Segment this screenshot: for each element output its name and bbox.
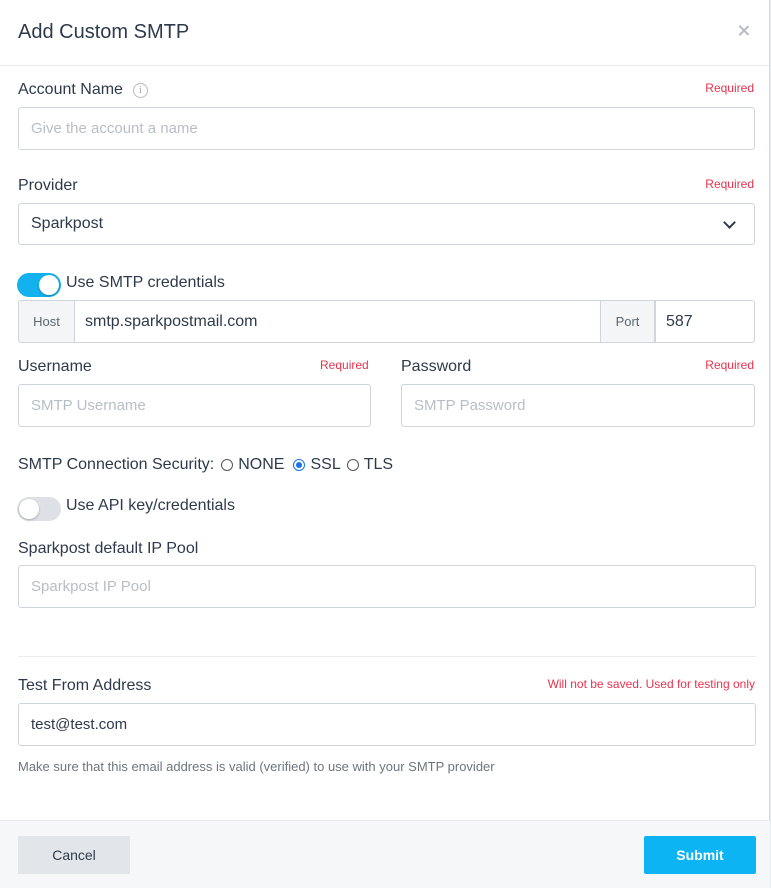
ip-pool-input[interactable] bbox=[18, 565, 756, 608]
chevron-down-icon bbox=[723, 216, 736, 229]
connection-security-row bbox=[18, 456, 395, 474]
section-divider bbox=[18, 656, 756, 657]
toggle-knob bbox=[19, 499, 39, 519]
test-from-help: Make sure that this email address is valid (verified) to use with your SMTP provider bbox=[18, 759, 495, 774]
info-icon[interactable]: i bbox=[133, 83, 148, 98]
password-input[interactable] bbox=[401, 384, 755, 427]
provider-select[interactable] bbox=[18, 203, 755, 245]
account-name-label-text: Account Name bbox=[18, 81, 123, 98]
radio-tls-label[interactable]: TLS bbox=[363, 456, 394, 473]
submit-button[interactable]: Submit bbox=[644, 836, 756, 874]
api-credentials-label: Use API key/credentials bbox=[66, 497, 235, 514]
username-label: Username bbox=[18, 358, 92, 375]
test-from-input[interactable]: test@test.com bbox=[18, 703, 756, 746]
toggle-knob bbox=[39, 275, 59, 295]
host-input[interactable]: smtp.sparkpostmail.com bbox=[74, 300, 601, 343]
username-required: Required bbox=[320, 358, 369, 372]
host-addon-label: Host bbox=[18, 300, 75, 343]
account-name-label bbox=[18, 81, 148, 99]
provider-label: Provider bbox=[18, 177, 78, 194]
api-credentials-toggle[interactable] bbox=[17, 497, 61, 521]
username-input[interactable] bbox=[18, 384, 371, 427]
account-name-required: Required bbox=[705, 81, 754, 95]
radio-ssl-label[interactable]: SSL bbox=[310, 456, 341, 473]
test-from-note: Will not be saved. Used for testing only bbox=[547, 677, 755, 691]
modal-footer bbox=[0, 820, 770, 888]
host-port-group bbox=[18, 300, 755, 343]
modal-header bbox=[0, 0, 769, 66]
port-addon-label: Port bbox=[600, 300, 655, 343]
close-icon[interactable] bbox=[735, 22, 753, 40]
radio-ssl[interactable] bbox=[293, 459, 305, 471]
smtp-credentials-toggle[interactable] bbox=[17, 273, 61, 297]
test-from-label: Test From Address bbox=[18, 677, 152, 694]
modal-title: Add Custom SMTP bbox=[18, 21, 190, 43]
connection-security-label: SMTP Connection Security: bbox=[18, 456, 215, 473]
smtp-credentials-label: Use SMTP credentials bbox=[66, 274, 225, 291]
provider-selected-value: Sparkpost bbox=[31, 215, 104, 232]
port-input[interactable]: 587 bbox=[655, 300, 755, 343]
cancel-button[interactable]: Cancel bbox=[18, 836, 130, 874]
account-name-input[interactable] bbox=[18, 107, 755, 150]
password-required: Required bbox=[705, 358, 754, 372]
ip-pool-label: Sparkpost default IP Pool bbox=[18, 540, 199, 557]
radio-tls[interactable] bbox=[347, 459, 359, 471]
password-label: Password bbox=[401, 358, 472, 375]
provider-required: Required bbox=[705, 177, 754, 191]
radio-none-label[interactable]: NONE bbox=[238, 456, 285, 473]
radio-none[interactable] bbox=[221, 459, 233, 471]
